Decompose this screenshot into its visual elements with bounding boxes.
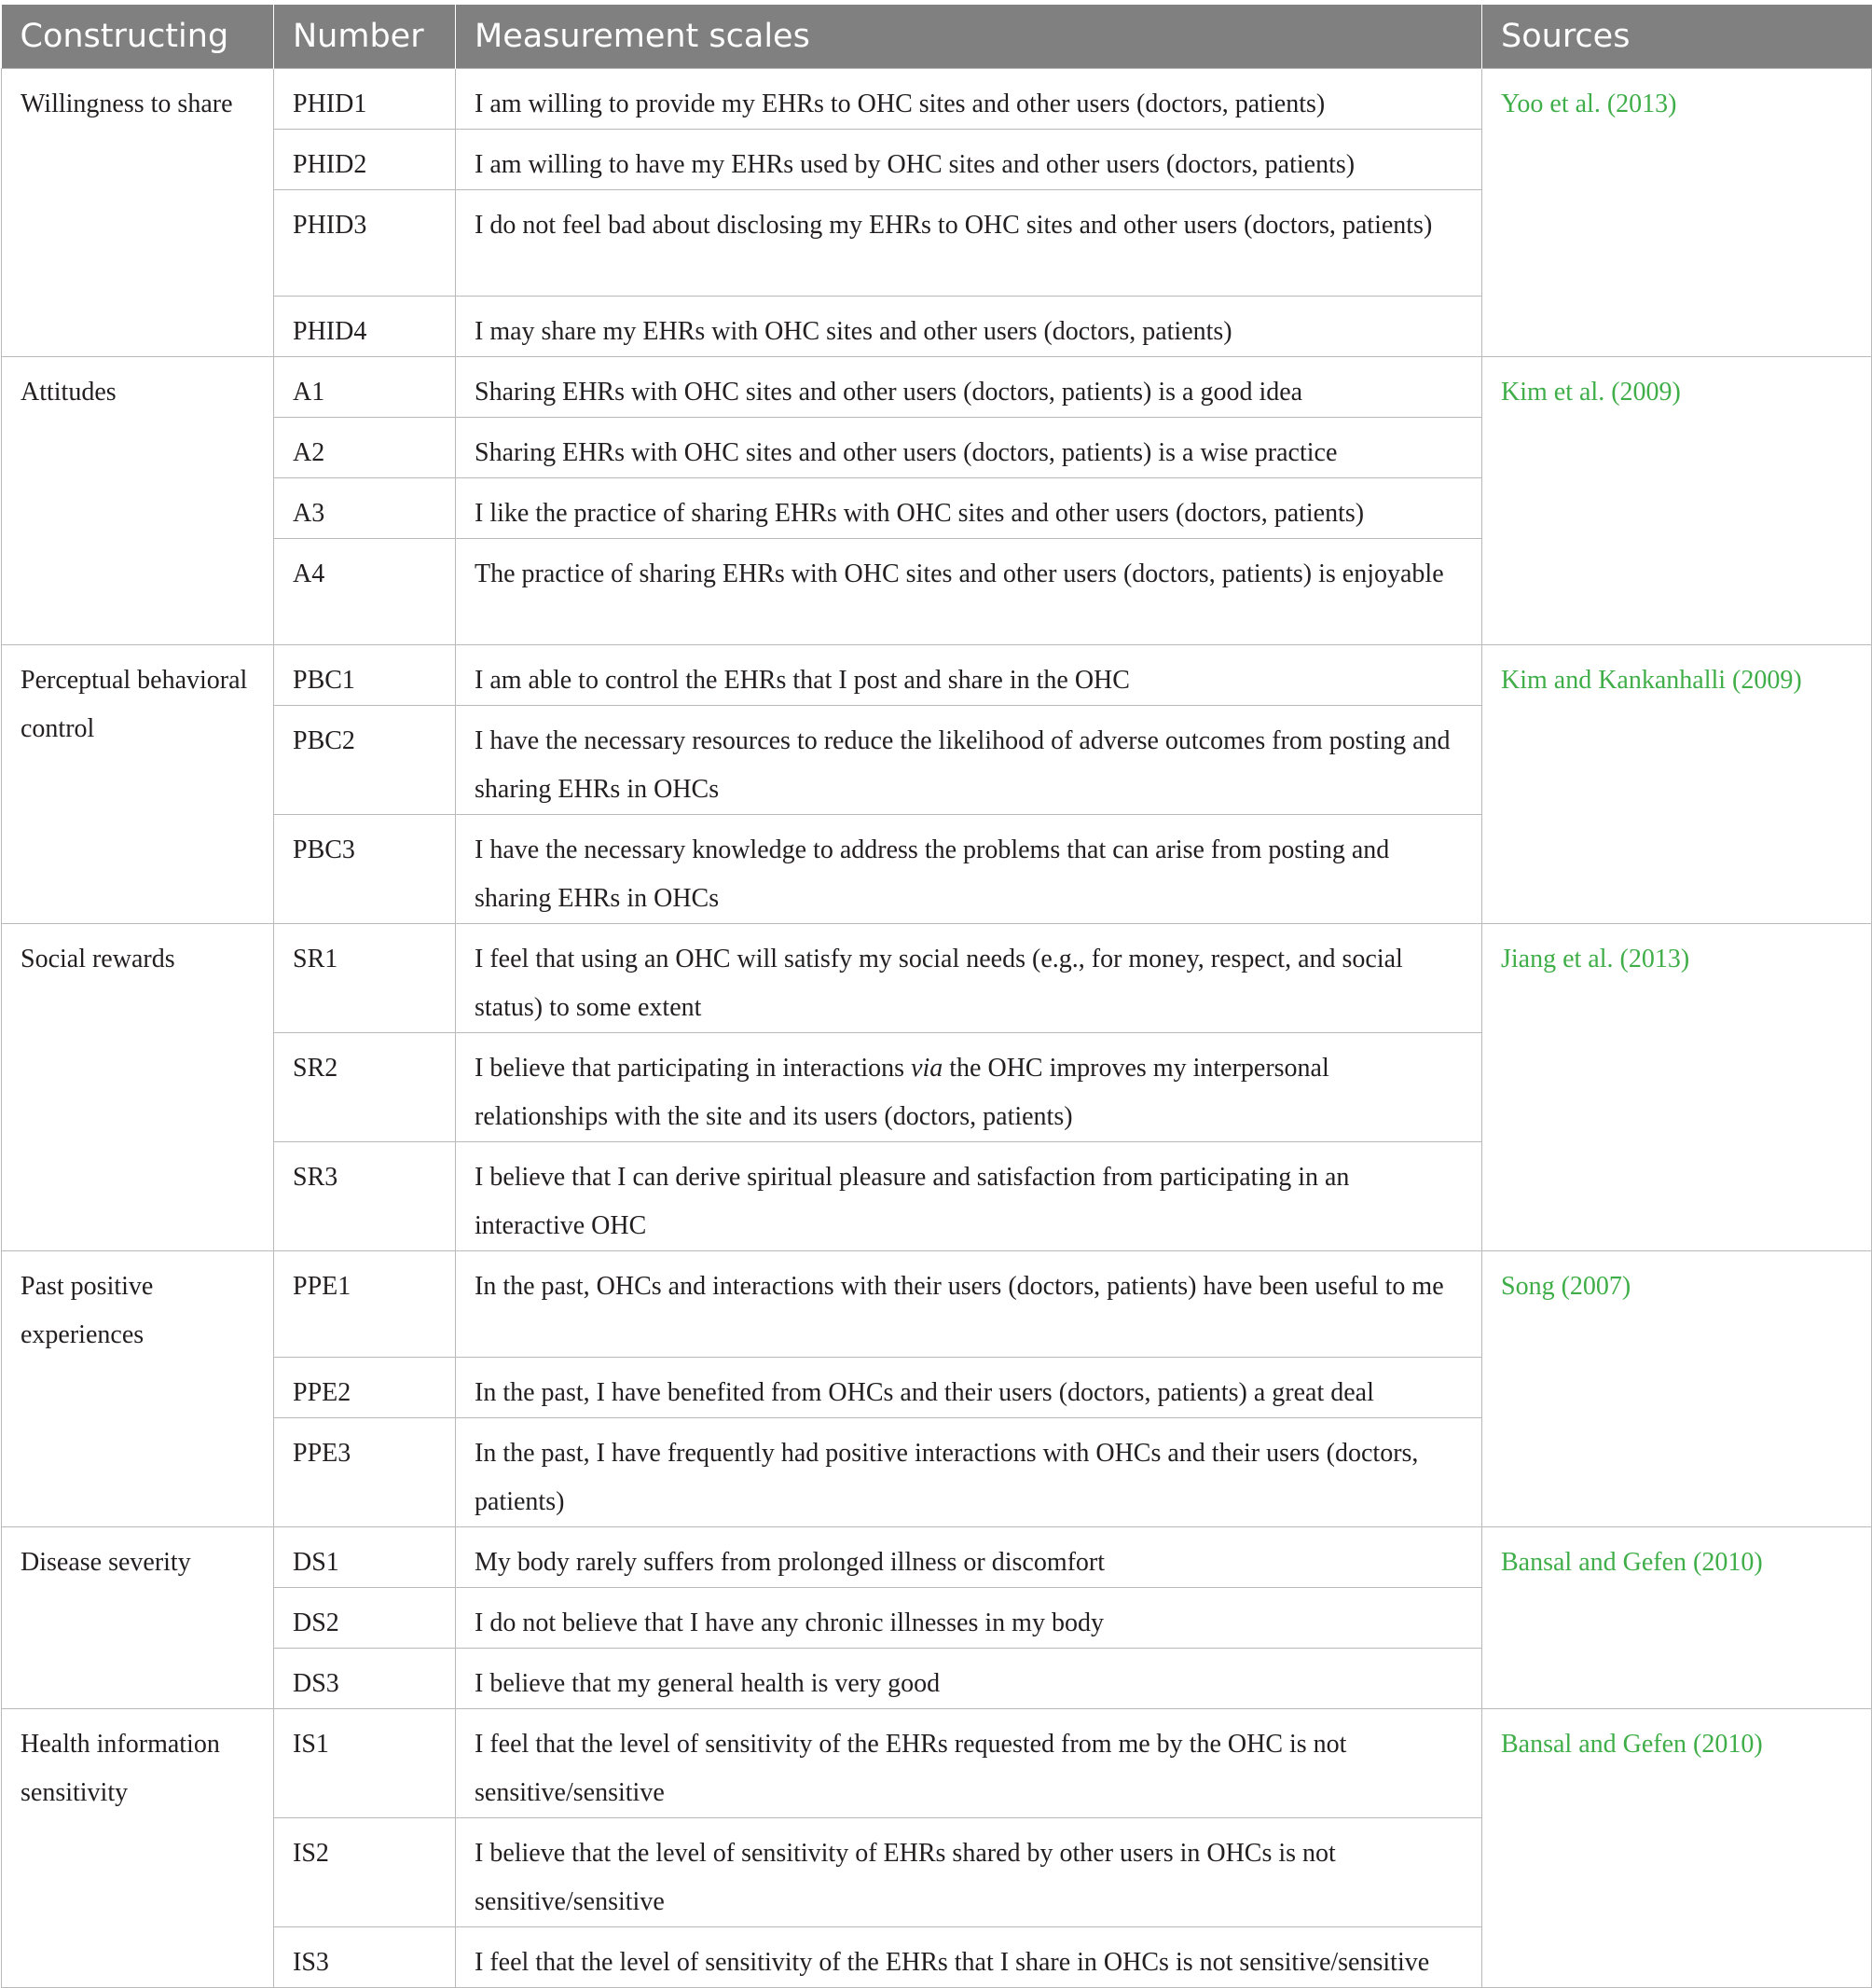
item-number: IS3 [274,1927,456,1988]
table-row [2,69,1872,130]
item-number: SR1 [274,924,456,1033]
item-scale: I believe that participating in interactions via the OHC improves my interpersonal relationships with the site and its users (doctors, patients) [456,1033,1482,1142]
table-row [2,1251,1872,1358]
item-scale: I believe that my general health is very good [456,1649,1482,1709]
source-citation-link[interactable]: Song (2007) [1482,1251,1872,1527]
item-scale: The practice of sharing EHRs with OHC sites and other users (doctors, patients) is enjoyable [456,539,1482,645]
table-row [2,924,1872,1033]
item-scale: I do not feel bad about disclosing my EHRs to OHC sites and other users (doctors, patients) [456,190,1482,297]
item-number: DS1 [274,1527,456,1588]
item-number: IS2 [274,1818,456,1927]
item-scale: Sharing EHRs with OHC sites and other users (doctors, patients) is a wise practice [456,418,1482,478]
table-row [2,645,1872,706]
item-number: SR2 [274,1033,456,1142]
item-scale: Sharing EHRs with OHC sites and other users (doctors, patients) is a good idea [456,357,1482,418]
item-number: SR3 [274,1142,456,1251]
item-number: PHID3 [274,190,456,297]
header-measurement-scales: Measurement scales [456,5,1482,69]
item-number: DS3 [274,1649,456,1709]
item-number: A1 [274,357,456,418]
item-number: PBC1 [274,645,456,706]
header-sources: Sources [1482,5,1872,69]
item-scale: I feel that using an OHC will satisfy my social needs (e.g., for money, respect, and social status) to some extent [456,924,1482,1033]
source-citation-link[interactable]: Kim and Kankanhalli (2009) [1482,645,1872,924]
table-row [2,1709,1872,1818]
item-number: PHID2 [274,130,456,190]
header-row [2,5,1872,69]
construct-cell: Health information sensitivity [2,1709,274,1988]
header-constructing: Constructing [2,5,274,69]
construct-cell: Disease severity [2,1527,274,1709]
item-number: PHID1 [274,69,456,130]
item-number: PPE3 [274,1418,456,1527]
item-number: A3 [274,478,456,539]
source-citation-link[interactable]: Yoo et al. (2013) [1482,69,1872,357]
table-row [2,357,1872,418]
construct-cell: Willingness to share [2,69,274,357]
item-number: PBC3 [274,815,456,924]
item-scale: I do not believe that I have any chronic illnesses in my body [456,1588,1482,1649]
item-number: A2 [274,418,456,478]
item-scale: I am willing to provide my EHRs to OHC sites and other users (doctors, patients) [456,69,1482,130]
source-citation-link[interactable]: Kim et al. (2009) [1482,357,1872,645]
source-citation-link[interactable]: Bansal and Gefen (2010) [1482,1527,1872,1709]
table-row [2,1527,1872,1588]
item-number: DS2 [274,1588,456,1649]
construct-cell: Attitudes [2,357,274,645]
item-number: PPE1 [274,1251,456,1358]
source-citation-link[interactable]: Jiang et al. (2013) [1482,924,1872,1251]
item-scale: I have the necessary knowledge to address the problems that can arise from posting and sharing EHRs in OHCs [456,815,1482,924]
item-scale: In the past, OHCs and interactions with their users (doctors, patients) have been useful to me [456,1251,1482,1358]
item-scale: I may share my EHRs with OHC sites and other users (doctors, patients) [456,297,1482,357]
item-scale: I like the practice of sharing EHRs with OHC sites and other users (doctors, patients) [456,478,1482,539]
item-scale: I am willing to have my EHRs used by OHC sites and other users (doctors, patients) [456,130,1482,190]
item-number: PBC2 [274,706,456,815]
item-scale: I have the necessary resources to reduce the likelihood of adverse outcomes from posting and sharing EHRs in OHCs [456,706,1482,815]
source-citation-link[interactable]: Bansal and Gefen (2010) [1482,1709,1872,1988]
item-scale: I am able to control the EHRs that I post and share in the OHC [456,645,1482,706]
header-number: Number [274,5,456,69]
item-scale: I feel that the level of sensitivity of the EHRs requested from me by the OHC is not sensitive/sensitive [456,1709,1482,1818]
construct-cell: Perceptual behavioral control [2,645,274,924]
item-number: PHID4 [274,297,456,357]
item-scale: In the past, I have benefited from OHCs and their users (doctors, patients) a great deal [456,1358,1482,1418]
measurement-scales-table [1,5,1872,1988]
item-scale: I believe that I can derive spiritual pleasure and satisfaction from participating in an interactive OHC [456,1142,1482,1251]
item-number: PPE2 [274,1358,456,1418]
item-scale: My body rarely suffers from prolonged illness or discomfort [456,1527,1482,1588]
item-scale: I believe that the level of sensitivity of EHRs shared by other users in OHCs is not sensitive/sensitive [456,1818,1482,1927]
construct-cell: Past positive experiences [2,1251,274,1527]
item-scale: In the past, I have frequently had positive interactions with OHCs and their users (doctors, patients) [456,1418,1482,1527]
item-scale: I feel that the level of sensitivity of the EHRs that I share in OHCs is not sensitive/sensitive [456,1927,1482,1988]
item-number: A4 [274,539,456,645]
item-number: IS1 [274,1709,456,1818]
construct-cell: Social rewards [2,924,274,1251]
